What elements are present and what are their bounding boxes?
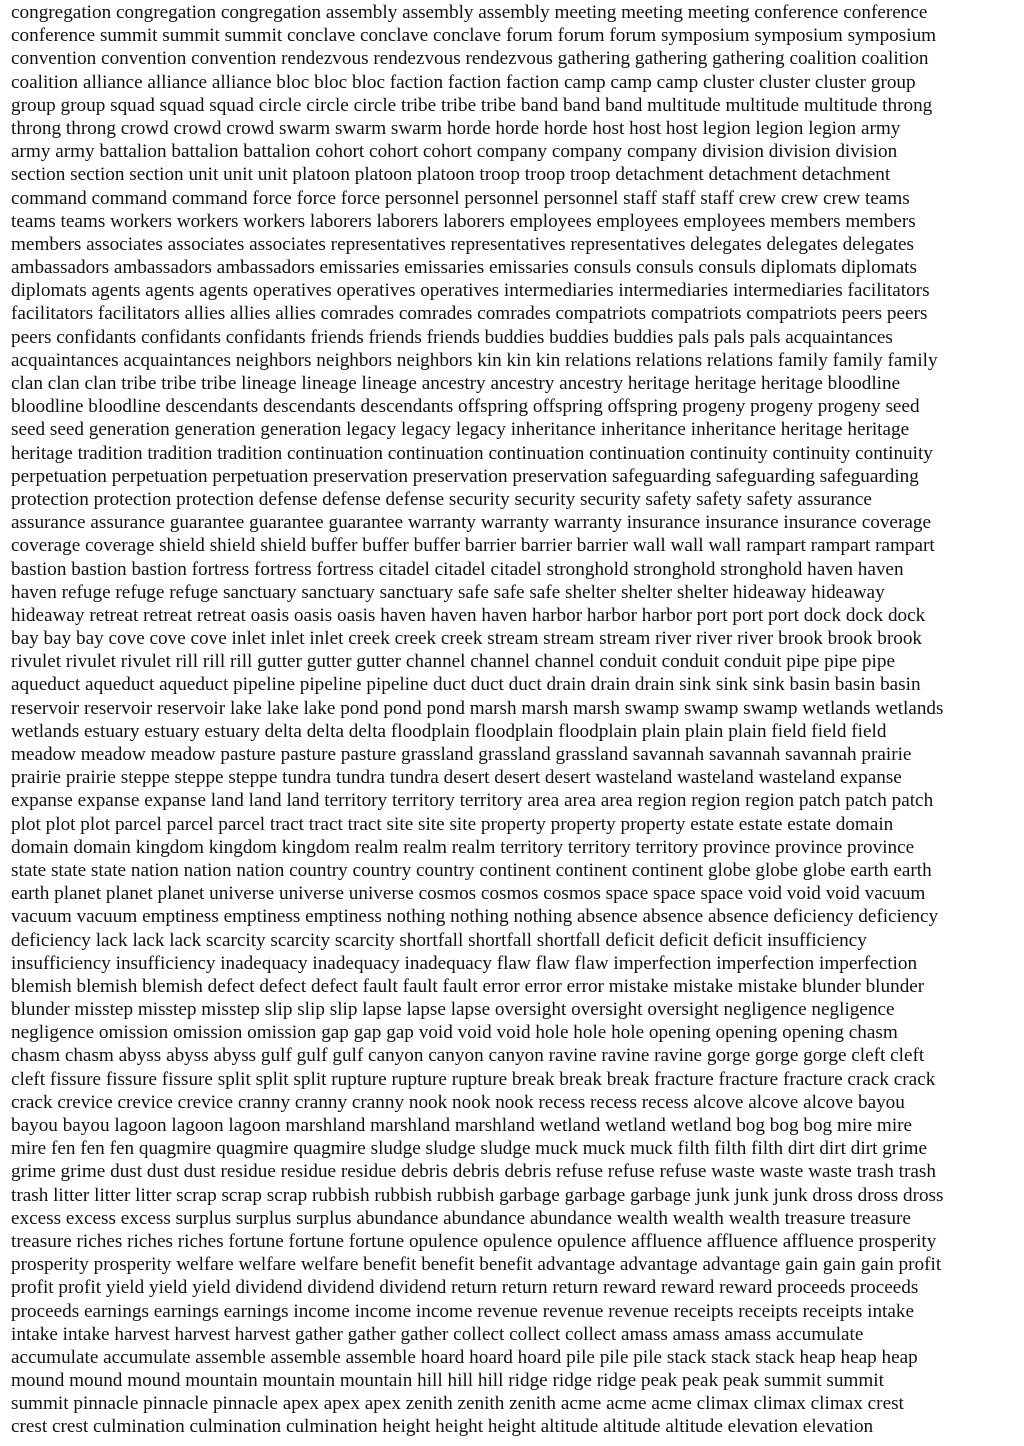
text-line: coalition alliance alliance alliance bloc bloc bloc faction faction faction camp camp camp cluster cluster cluster group <box>11 71 916 93</box>
text-line: prairie prairie steppe steppe steppe tundra tundra tundra desert desert desert wasteland wasteland wasteland expanse <box>11 767 902 789</box>
text-line: assurance assurance guarantee guarantee guarantee warranty warranty warranty insurance insurance insurance coverage <box>11 512 931 534</box>
text-line: aqueduct aqueduct aqueduct pipeline pipeline pipeline duct duct duct drain drain drain sink sink sink basin basin basin <box>11 674 921 696</box>
text-line: bayou bayou lagoon lagoon lagoon marshland marshland marshland wetland wetland wetland bog bog bog mire mire <box>11 1115 913 1136</box>
text-line: group group squad squad squad circle circle circle tribe tribe tribe band band band multitude multitude multitude throng <box>11 94 933 116</box>
text-line: accumulate accumulate assemble assemble assemble hoard hoard hoard pile pile pile stack stack stack heap heap heap <box>11 1346 918 1368</box>
text-line: chasm chasm abyss abyss abyss gulf gulf gulf canyon canyon canyon ravine ravine ravine gorge gorge gorge cleft cleft <box>11 1045 925 1067</box>
text-line: members associates associates associates representatives representatives representatives delegates delegates delegates <box>11 233 915 255</box>
text-line: vacuum vacuum emptiness emptiness emptiness nothing nothing nothing absence absence absence deficiency deficiency <box>11 906 939 928</box>
text-line: treasure riches riches riches fortune fortune fortune opulence opulence opulence affluence affluence affluence prosperity <box>11 1230 937 1252</box>
text-line: summit pinnacle pinnacle pinnacle apex apex apex zenith zenith zenith acme acme acme climax climax climax crest <box>11 1393 904 1415</box>
text-line: domain domain kingdom kingdom kingdom realm realm realm territory territory territory province province province <box>11 836 915 858</box>
text-line: heritage tradition tradition tradition continuation continuation continuation continuation continuity continuity continuity <box>11 442 933 464</box>
text-line: cleft fissure fissure fissure split split split rupture rupture rupture break break break fracture fracture fracture crack crack <box>11 1068 936 1090</box>
text-line: insufficiency insufficiency inadequacy inadequacy inadequacy flaw flaw flaw imperfection imperfection imperfection <box>11 952 918 974</box>
text-line: bastion bastion bastion fortress fortress fortress citadel citadel citadel stronghold stronghold stronghold haven haven <box>11 558 904 580</box>
text-line: diplomats agents agents agents operatives operatives operatives intermediaries intermediaries intermediaries facilitators <box>11 280 930 302</box>
text-line: expanse expanse expanse land land land territory territory territory area area area region region region patch patch patch <box>11 790 934 812</box>
text-line: peers confidants confidants confidants friends friends friends buddies buddies buddies pals pals pals acquaintances <box>11 326 893 348</box>
text-line: bloodline bloodline descendants descendants descendants offspring offspring offspring progeny progeny progeny seed <box>11 396 920 418</box>
text-line: section section section unit unit unit platoon platoon platoon troop troop troop detachment detachment detachment <box>11 164 891 186</box>
text-line: trash litter litter litter scrap scrap scrap rubbish rubbish rubbish garbage garbage garbage junk junk junk dross dross dross <box>11 1184 944 1206</box>
text-line: wetlands estuary estuary estuary delta delta delta floodplain floodplain floodplain plain plain plain field field field <box>11 720 887 742</box>
text-line: throng throng crowd crowd crowd swarm swarm swarm horde horde horde host host host legion legion legion army <box>11 117 901 139</box>
text-line: negligence omission omission omission gap gap gap void void void hole hole hole opening opening opening chasm <box>11 1022 898 1044</box>
text-line: convention convention convention rendezvous rendezvous rendezvous gathering gathering gathering coalition coalition <box>11 48 929 70</box>
text-line: protection protection protection defense defense defense security security security safety safety safety assurance <box>11 488 872 510</box>
text-line: haven refuge refuge refuge sanctuary sanctuary sanctuary safe safe safe shelter shelter shelter hideaway hideaway <box>11 581 885 603</box>
text-line: state state state nation nation nation country country country continent continent continent globe globe globe earth earth <box>11 859 932 881</box>
text-line: grime grime dust dust dust residue residue residue debris debris debris refuse refuse refuse waste waste waste trash trash <box>11 1161 936 1183</box>
text-line: crack crevice crevice crevice cranny cranny cranny nook nook nook recess recess recess alcove alcove alcove bayou <box>11 1091 905 1113</box>
text-line: bay bay bay cove cove cove inlet inlet inlet creek creek creek stream stream stream river river river brook brook brook <box>11 628 923 650</box>
text-line: acquaintances acquaintances neighbors neighbors neighbors kin kin kin relations relations relations family family family <box>11 349 938 371</box>
text-line: deficiency lack lack lack scarcity scarcity scarcity shortfall shortfall shortfall deficit deficit deficit insufficiency <box>11 929 867 951</box>
text-line: meadow meadow meadow pasture pasture pasture grassland grassland grassland savannah savannah savannah prairie <box>11 744 912 765</box>
text-line: reservoir reservoir reservoir lake lake lake pond pond pond marsh marsh marsh swamp swamp swamp wetlands wetlands <box>11 697 944 719</box>
text-line: facilitators facilitators allies allies allies comrades comrades comrades compatriots compatriots compatriots peers peers <box>11 303 928 325</box>
text-line: crest crest culmination culmination culmination height height height altitude altitude altitude elevation elevation <box>11 1416 874 1438</box>
text-line: clan clan clan tribe tribe tribe lineage lineage lineage ancestry ancestry ancestry heritage heritage heritage bloodline <box>11 373 901 394</box>
text-line: mire fen fen fen quagmire quagmire quagmire sludge sludge sludge muck muck muck filth filth filth dirt dirt dirt grime <box>11 1138 927 1160</box>
text-line: prosperity prosperity welfare welfare welfare benefit benefit benefit advantage advantage advantage gain gain gain profit <box>11 1254 942 1276</box>
text-line: hideaway retreat retreat retreat oasis oasis oasis haven haven haven harbor harbor harbor port port port dock dock dock <box>11 604 926 626</box>
text-line: intake intake harvest harvest harvest gather gather gather collect collect collect amass amass amass accumulate <box>11 1323 864 1345</box>
text-line: blunder misstep misstep misstep slip slip slip lapse lapse lapse oversight oversight oversight negligence negligence <box>11 999 895 1021</box>
text-line: ambassadors ambassadors ambassadors emissaries emissaries emissaries consuls consuls consuls diplomats diplomats <box>11 257 917 279</box>
text-line: army army battalion battalion battalion cohort cohort cohort company company company division division division <box>11 141 898 163</box>
text-line: congregation congregation congregation assembly assembly assembly meeting meeting meeting conference conference <box>11 2 928 23</box>
text-line: command command command force force force personnel personnel personnel staff staff staff crew crew crew teams <box>11 187 910 209</box>
text-line: mound mound mound mountain mountain mountain hill hill hill ridge ridge ridge peak peak peak summit summit <box>11 1370 884 1392</box>
text-line: seed seed generation generation generation legacy legacy legacy inheritance inheritance inheritance heritage heritage <box>11 419 910 441</box>
text-line: excess excess excess surplus surplus surplus abundance abundance abundance wealth wealth wealth treasure treasure <box>11 1207 911 1229</box>
text-line: teams teams workers workers workers laborers laborers laborers employees employees employees members members <box>11 210 916 232</box>
text-line: perpetuation perpetuation perpetuation preservation preservation preservation safeguarding safeguarding safeguarding <box>11 465 919 487</box>
text-line: profit profit yield yield yield dividend dividend dividend return return return reward reward reward proceeds proceeds <box>11 1277 919 1299</box>
text-line: earth planet planet planet universe universe universe cosmos cosmos cosmos space space space void void void vacuum <box>11 883 926 905</box>
text-line: coverage coverage shield shield shield buffer buffer buffer barrier barrier barrier wall wall wall rampart rampart rampart <box>11 535 935 557</box>
text-line: plot plot plot parcel parcel parcel tract tract tract site site site property property property estate estate estate domain <box>11 813 894 835</box>
text-line: rivulet rivulet rivulet rill rill rill gutter gutter gutter channel channel channel conduit conduit conduit pipe pipe pipe <box>11 651 895 673</box>
text-line: blemish blemish blemish defect defect defect fault fault fault error error error mistake mistake mistake blunder blunder <box>11 975 925 997</box>
text-line: proceeds earnings earnings earnings income income income revenue revenue revenue receipts receipts receipts intake <box>11 1300 915 1322</box>
text-line: conference summit summit summit conclave conclave conclave forum forum forum symposium symposium symposium <box>11 25 937 47</box>
